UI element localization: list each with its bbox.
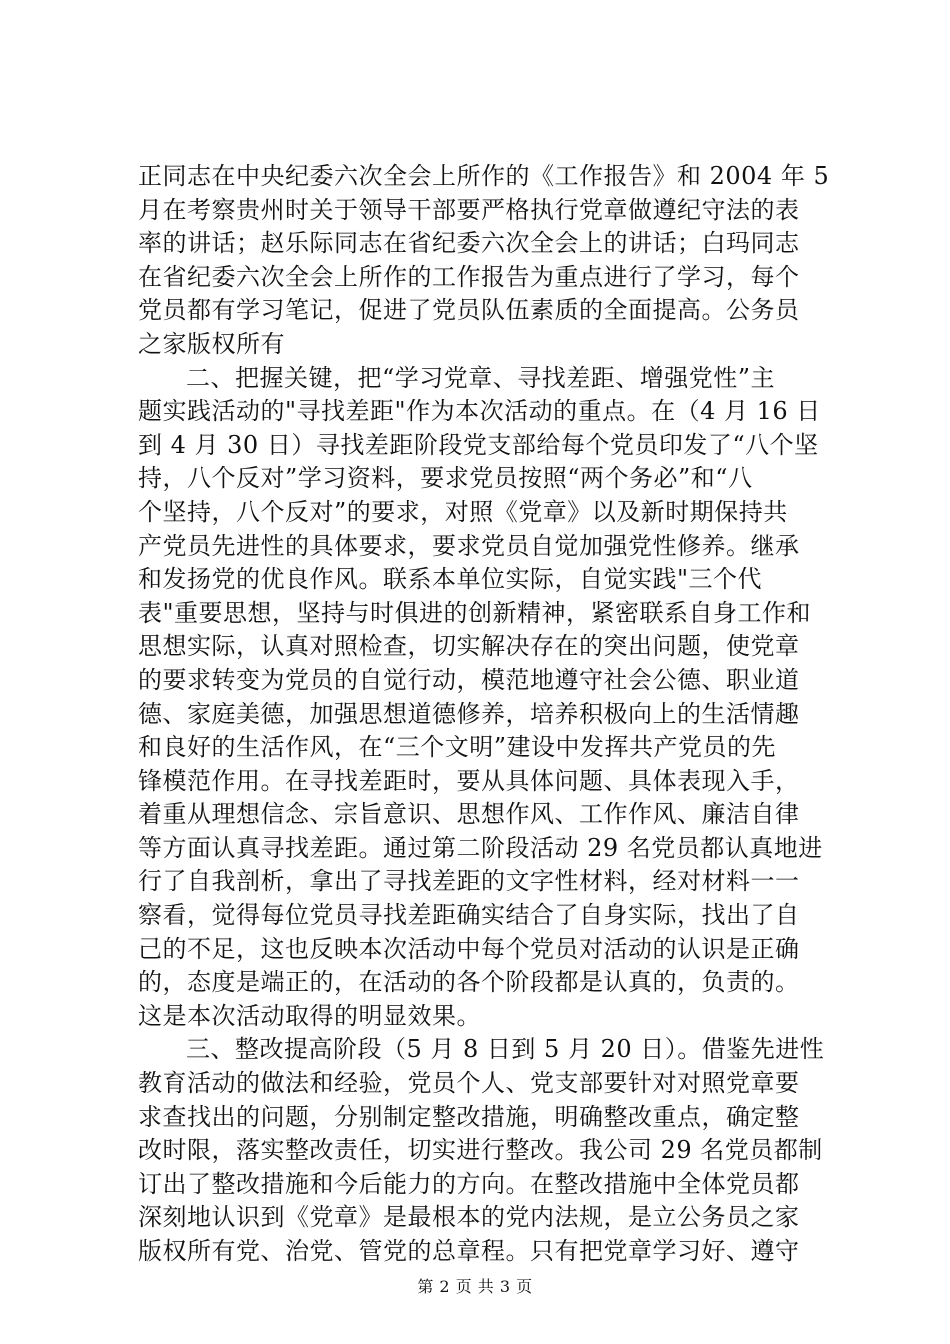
text-line: 和发扬党的优良作风。联系本单位实际，自觉实践"三个代 (138, 565, 763, 594)
section-heading-line: 二、把握关键，把“学习党章、寻找差距、增强党性”主 (186, 363, 776, 392)
text-line: 深刻地认识到《党章》是最根本的党内法规，是立公务员之家 (138, 1203, 800, 1232)
text-line: 锋模范作用。在寻找差距时，要从具体问题、具体表现入手， (138, 766, 800, 795)
text-line: 的，态度是端正的，在活动的各个阶段都是认真的，负责的。 (138, 968, 800, 997)
text-line: 题实践活动的"寻找差距"作为本次活动的重点。在（4 月 16 日 (138, 397, 821, 426)
text-line: 着重从理想信念、宗旨意识、思想作风、工作作风、廉洁自律 (138, 800, 800, 829)
text-line: 思想实际，认真对照检查，切实解决存在的突出问题，使党章 (138, 632, 800, 661)
text-line: 产党员先进性的具体要求，要求党员自觉加强党性修养。继承 (138, 531, 800, 560)
text-line: 德、家庭美德，加强思想道德修养，培养积极向上的生活情趣 (138, 699, 800, 728)
text-line: 到 4 月 30 日）寻找差距阶段党支部给每个党员印发了“八个坚 (138, 430, 819, 459)
text-line: 在省纪委六次全会上所作的工作报告为重点进行了学习，每个 (138, 262, 800, 291)
text-line: 党员都有学习笔记，促进了党员队伍素质的全面提高。公务员 (138, 296, 800, 325)
text-line: 个坚持，八个反对”的要求，对照《党章》以及新时期保持共 (138, 497, 788, 526)
text-line: 这是本次活动取得的明显效果。 (138, 1001, 481, 1030)
text-line: 持，八个反对”学习资料，要求党员按照“两个务必”和“八 (138, 464, 753, 493)
text-line: 版权所有党、治党、管党的总章程。只有把党章学习好、遵守 (138, 1237, 800, 1265)
text-line: 订出了整改措施和今后能力的方向。在整改措施中全体党员都 (138, 1169, 800, 1198)
text-line: 求查找出的问题，分别制定整改措施，明确整改重点，确定整 (138, 1102, 800, 1131)
text-line: 率的讲话；赵乐际同志在省纪委六次全会上的讲话；白玛同志 (138, 229, 800, 258)
text-line: 表"重要思想，坚持与时俱进的创新精神，紧密联系自身工作和 (138, 598, 812, 627)
text-line: 行了自我剖析，拿出了寻找差距的文字性材料，经对材料一一 (138, 867, 800, 896)
page-number: 第 2 页 共 3 页 (417, 1277, 533, 1296)
page-footer (0, 1277, 950, 1297)
text-line: 和良好的生活作风，在“三个文明”建设中发挥共产党员的先 (138, 733, 777, 762)
section-heading-line: 三、整改提高阶段（5 月 8 日到 5 月 20 日）。借鉴先进性 (186, 1035, 825, 1064)
text-line: 察看，觉得每位党员寻找差距确实结合了自身实际，找出了自 (138, 901, 800, 930)
text-line: 教育活动的做法和经验，党员个人、党支部要针对对照党章要 (138, 1069, 800, 1098)
text-line: 己的不足，这也反映本次活动中每个党员对活动的认识是正确 (138, 934, 800, 963)
text-line: 之家版权所有 (138, 329, 285, 358)
text-line: 改时限，落实整改责任，切实进行整改。我公司 29 名党员都制 (138, 1136, 823, 1165)
document-body (138, 160, 828, 1269)
text-line: 等方面认真寻找差距。通过第二阶段活动 29 名党员都认真地进 (138, 833, 823, 862)
text-line: 正同志在中央纪委六次全会上所作的《工作报告》和 2004 年 5 (138, 162, 830, 190)
text-line: 的要求转变为党员的自觉行动，模范地遵守社会公德、职业道 (138, 665, 800, 694)
text-line: 月在考察贵州时关于领导干部要严格执行党章做遵纪守法的表 (138, 195, 800, 224)
